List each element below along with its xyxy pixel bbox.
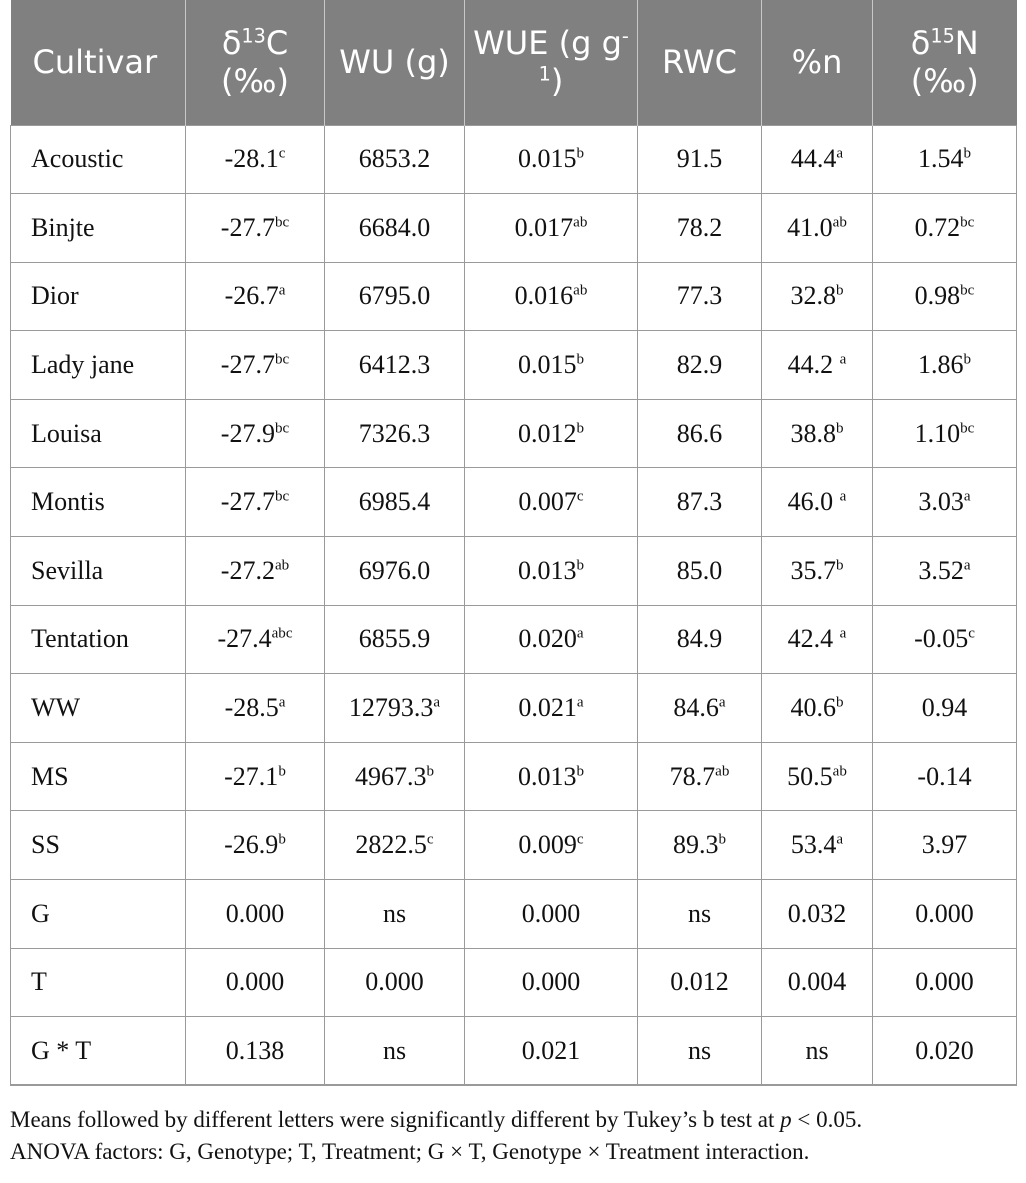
row-label: Montis [11,468,186,537]
cell-percent-n [762,948,873,1017]
table-footnote [10,1104,1020,1168]
cell-value: 32.8 [790,281,836,311]
cell-value: 0.013 [517,555,577,585]
cell-value: 0.021 [518,693,577,723]
header-wu [325,0,465,125]
cell-value: 6976.0 [358,555,431,585]
table-row [11,331,1017,400]
cell-value: 0.138 [225,1035,285,1065]
cell-value: -27.7 [220,350,275,380]
cell-value: 6853.2 [358,144,431,174]
row-label: Tentation [11,605,186,674]
cell-value: 85.0 [676,555,723,585]
cell-value: 53.4 [790,830,837,860]
significance-letter: a [836,831,844,848]
row-label: MS [11,742,186,811]
cell-value: 3.03 [918,487,964,517]
significance-letter: b [278,762,286,779]
row-label: Lady jane [11,331,186,400]
table-row [11,605,1017,674]
cell-wue [465,537,638,606]
significance-letter: b [963,351,972,368]
cell-value: 7326.3 [358,418,431,448]
row-label: T [11,948,186,1017]
cell-wue [465,605,638,674]
cell-wu [325,262,465,331]
cell-delta-13c [186,811,325,880]
significance-letter: a [839,488,847,505]
row-label: SS [11,811,186,880]
cell-value: 0.016 [514,281,574,311]
table-row [11,468,1017,537]
header-text: δ [221,24,242,63]
cell-value: 12793.3 [348,693,434,723]
cell-value: 46.0 [787,487,840,517]
header-text-suffix: ) [550,62,564,101]
significance-letter: a [839,351,847,368]
cell-delta-15n [873,194,1017,263]
header-row [11,0,1017,125]
table-row [11,948,1017,1017]
cell-delta-13c [186,948,325,1017]
cell-delta-15n [873,811,1017,880]
cell-rwc [638,331,762,400]
significance-letter: b [835,420,844,437]
significance-letter: c [968,625,975,642]
cell-value: 0.000 [225,898,285,928]
cell-percent-n [762,674,873,743]
cell-value: 0.020 [518,624,577,654]
cell-value: 3.52 [918,555,964,585]
significance-letter: a [278,694,286,711]
results-table-container [10,0,1016,1086]
header-text: δ [910,24,931,63]
cell-delta-13c [186,674,325,743]
cell-value: -27.9 [220,418,275,448]
cell-percent-n [762,1017,873,1086]
cell-wu [325,811,465,880]
cell-value: 2822.5 [355,830,427,860]
significance-letter: b [835,694,844,711]
cell-value: 78.2 [676,212,723,242]
cell-value: 0.013 [517,761,577,791]
cell-delta-15n [873,742,1017,811]
cell-wu [325,125,465,194]
row-label: Binjte [11,194,186,263]
significance-letter: c [576,488,584,505]
cell-value: 89.3 [672,830,719,860]
cell-value: 44.4 [790,144,837,174]
cell-percent-n [762,194,873,263]
cell-value: 44.2 [787,350,840,380]
cell-delta-15n [873,399,1017,468]
cell-wu [325,331,465,400]
cell-wu [325,537,465,606]
cell-value: 1.54 [917,144,964,174]
table-row [11,262,1017,331]
cell-value: 78.7 [669,761,716,791]
cell-value: 41.0 [787,212,833,242]
cell-value: 0.98 [914,281,961,311]
cell-rwc [638,674,762,743]
header-delta-13c [186,0,325,125]
header-rwc [638,0,762,125]
cell-value: 38.8 [790,418,836,448]
cell-value: 6985.4 [358,487,431,517]
cell-value: 0.020 [915,1035,974,1065]
cell-delta-15n [873,948,1017,1017]
cell-percent-n [762,742,873,811]
significance-letter: bc [960,282,975,299]
cell-value: 0.017 [514,212,574,242]
cell-value: 84.6 [673,693,719,723]
cell-wue [465,125,638,194]
significance-letter: bc [960,214,975,231]
cell-rwc [638,811,762,880]
table-row [11,125,1017,194]
cell-value: 87.3 [676,487,723,517]
significance-letter: a [278,282,286,299]
cell-value: 6855.9 [358,624,431,654]
significance-letter: b [835,557,844,574]
cell-value: 0.021 [521,1035,581,1065]
header-wue [465,0,638,125]
cell-value: 0.000 [915,898,974,928]
cell-value: 3.97 [921,830,968,860]
cell-percent-n [762,468,873,537]
cell-value: 6684.0 [358,212,431,242]
table-row [11,399,1017,468]
cell-delta-13c [186,537,325,606]
cell-rwc [638,537,762,606]
cell-value: 0.032 [787,898,847,928]
significance-letter: ab [573,214,588,231]
cell-percent-n [762,125,873,194]
cell-value: 50.5 [787,761,833,791]
header-superscript: -1 [538,24,629,86]
cell-delta-15n [873,674,1017,743]
cell-value: ns [382,898,407,928]
cell-value: 0.000 [915,967,974,997]
cell-delta-15n [873,880,1017,949]
cell-delta-13c [186,880,325,949]
cell-value: -27.2 [220,555,275,585]
cell-delta-13c [186,1017,325,1086]
cell-wu [325,399,465,468]
cell-rwc [638,468,762,537]
significance-letter: b [835,282,844,299]
significance-letter: ab [715,762,730,779]
cell-value: 82.9 [676,350,723,380]
significance-letter: ab [832,214,847,231]
significance-letter: abc [271,625,293,642]
significance-letter: a [718,694,726,711]
cell-wu [325,742,465,811]
results-table [10,0,1017,1086]
cell-delta-13c [186,125,325,194]
row-label: Louisa [11,399,186,468]
cell-value: 0.72 [914,212,961,242]
cell-value: 0.012 [517,418,577,448]
cell-value: -27.7 [220,487,275,517]
cell-delta-13c [186,742,325,811]
cell-percent-n [762,880,873,949]
cell-wue [465,194,638,263]
cell-wue [465,468,638,537]
cell-percent-n [762,331,873,400]
table-row [11,194,1017,263]
significance-letter: ab [274,557,290,574]
header-text-suffix: C (‰) [221,24,289,101]
significance-letter: bc [274,351,290,368]
cell-delta-15n [873,1017,1017,1086]
header-superscript: 15 [930,24,955,48]
table-row [11,811,1017,880]
row-label: G * T [11,1017,186,1086]
significance-letter: bc [274,214,290,231]
table-row [11,880,1017,949]
cell-wu [325,948,465,1017]
cell-value: -0.14 [917,761,972,791]
significance-letter: ab [573,282,588,299]
cell-value: 0.012 [670,967,729,997]
cell-value: 77.3 [676,281,723,311]
cell-percent-n [762,399,873,468]
cell-value: -0.05 [914,624,969,654]
cell-delta-13c [186,194,325,263]
header-text-suffix: N (‰) [910,24,979,101]
cell-delta-15n [873,468,1017,537]
cell-delta-15n [873,605,1017,674]
cell-delta-15n [873,262,1017,331]
cell-wue [465,880,638,949]
significance-letter: a [433,694,441,711]
cell-value: 0.000 [521,967,581,997]
significance-letter: bc [274,488,290,505]
cell-value: -26.9 [224,830,279,860]
cell-delta-15n [873,331,1017,400]
cell-rwc [638,399,762,468]
cell-percent-n [762,537,873,606]
header-percent-n [762,0,873,125]
cell-wue [465,331,638,400]
significance-letter: a [576,694,584,711]
cell-value: 0.015 [517,144,577,174]
cell-value: -28.1 [224,144,279,174]
cell-value: -27.7 [220,212,275,242]
significance-letter: bc [274,420,290,437]
significance-letter: b [718,831,727,848]
cell-rwc [638,125,762,194]
significance-letter: b [278,831,286,848]
cell-rwc [638,742,762,811]
cell-wu [325,605,465,674]
header-text: %n [791,43,843,82]
cell-value: 6795.0 [358,281,431,311]
cell-wue [465,742,638,811]
header-delta-15n [873,0,1017,125]
significance-letter: b [576,420,585,437]
cell-value: 0.015 [517,350,577,380]
row-label: Dior [11,262,186,331]
cell-rwc [638,880,762,949]
cell-value: -28.5 [224,693,279,723]
cell-delta-13c [186,399,325,468]
table-row [11,674,1017,743]
row-label: Sevilla [11,537,186,606]
cell-wue [465,399,638,468]
significance-letter: ab [832,762,847,779]
cell-value: 0.000 [521,898,581,928]
cell-value: 42.4 [787,624,840,654]
cell-rwc [638,262,762,331]
cell-value: 0.009 [518,830,577,860]
cell-delta-13c [186,262,325,331]
header-text: WUE (g g [473,24,622,63]
cell-value: 0.004 [787,967,847,997]
cell-wu [325,468,465,537]
significance-letter: a [836,145,844,162]
cell-value: 84.9 [676,624,723,654]
cell-rwc [638,1017,762,1086]
cell-wue [465,1017,638,1086]
cell-value: 0.007 [518,487,577,517]
cell-value: 1.86 [917,350,964,380]
cell-percent-n [762,811,873,880]
cell-wue [465,262,638,331]
cell-delta-13c [186,331,325,400]
significance-letter: a [963,557,971,574]
cell-value: 0.94 [921,693,968,723]
significance-letter: a [839,625,847,642]
cell-value: -27.4 [217,624,272,654]
row-label: WW [11,674,186,743]
header-cultivar [11,0,186,125]
header-text: RWC [662,43,737,82]
significance-letter: c [426,831,434,848]
cell-value: -26.7 [224,281,279,311]
cell-value: 1.10 [914,418,961,448]
header-text: WU (g) [339,43,450,82]
cell-rwc [638,948,762,1017]
significance-letter: a [963,488,971,505]
significance-letter: b [576,145,585,162]
cell-delta-13c [186,605,325,674]
cell-delta-13c [186,468,325,537]
cell-value: ns [687,1035,712,1065]
significance-letter: b [426,762,435,779]
cell-value: 0.000 [225,967,285,997]
cell-delta-15n [873,125,1017,194]
cell-value: 35.7 [790,555,836,585]
cell-value: 0.000 [365,967,424,997]
cell-value: 91.5 [676,144,723,174]
cell-value: -27.1 [224,761,279,791]
significance-letter: b [963,145,972,162]
table-row [11,742,1017,811]
footnote-anova-factors: ANOVA factors: G, Genotype; T, Treatment; G × T, Genotype × Treatment interaction. [10,1139,810,1164]
cell-wu [325,1017,465,1086]
significance-letter: c [278,145,286,162]
cell-wu [325,880,465,949]
cell-value: 86.6 [676,418,723,448]
cell-wue [465,948,638,1017]
header-superscript: 13 [241,24,266,48]
table-row [11,1017,1017,1086]
cell-rwc [638,605,762,674]
cell-percent-n [762,605,873,674]
cell-wu [325,194,465,263]
cell-wue [465,674,638,743]
table-row [11,537,1017,606]
cell-wue [465,811,638,880]
cell-wu [325,674,465,743]
significance-letter: a [576,625,584,642]
cell-value: 40.6 [790,693,836,723]
cell-value: ns [805,1035,829,1065]
cell-rwc [638,194,762,263]
significance-letter: b [576,351,585,368]
table-body [11,125,1017,1085]
significance-letter: c [576,831,584,848]
row-label: G [11,880,186,949]
header-text: Cultivar [32,43,158,82]
significance-letter: bc [960,420,975,437]
footnote-significance: Means followed by different letters were significantly different by Tukey’s b test at p < 0.05. [10,1107,863,1132]
cell-value: 4967.3 [354,761,427,791]
cell-percent-n [762,262,873,331]
significance-letter: b [576,557,585,574]
cell-value: ns [382,1035,407,1065]
cell-delta-15n [873,537,1017,606]
significance-letter: b [576,762,585,779]
cell-value: 6412.3 [358,350,431,380]
row-label: Acoustic [11,125,186,194]
cell-value: ns [687,898,712,928]
